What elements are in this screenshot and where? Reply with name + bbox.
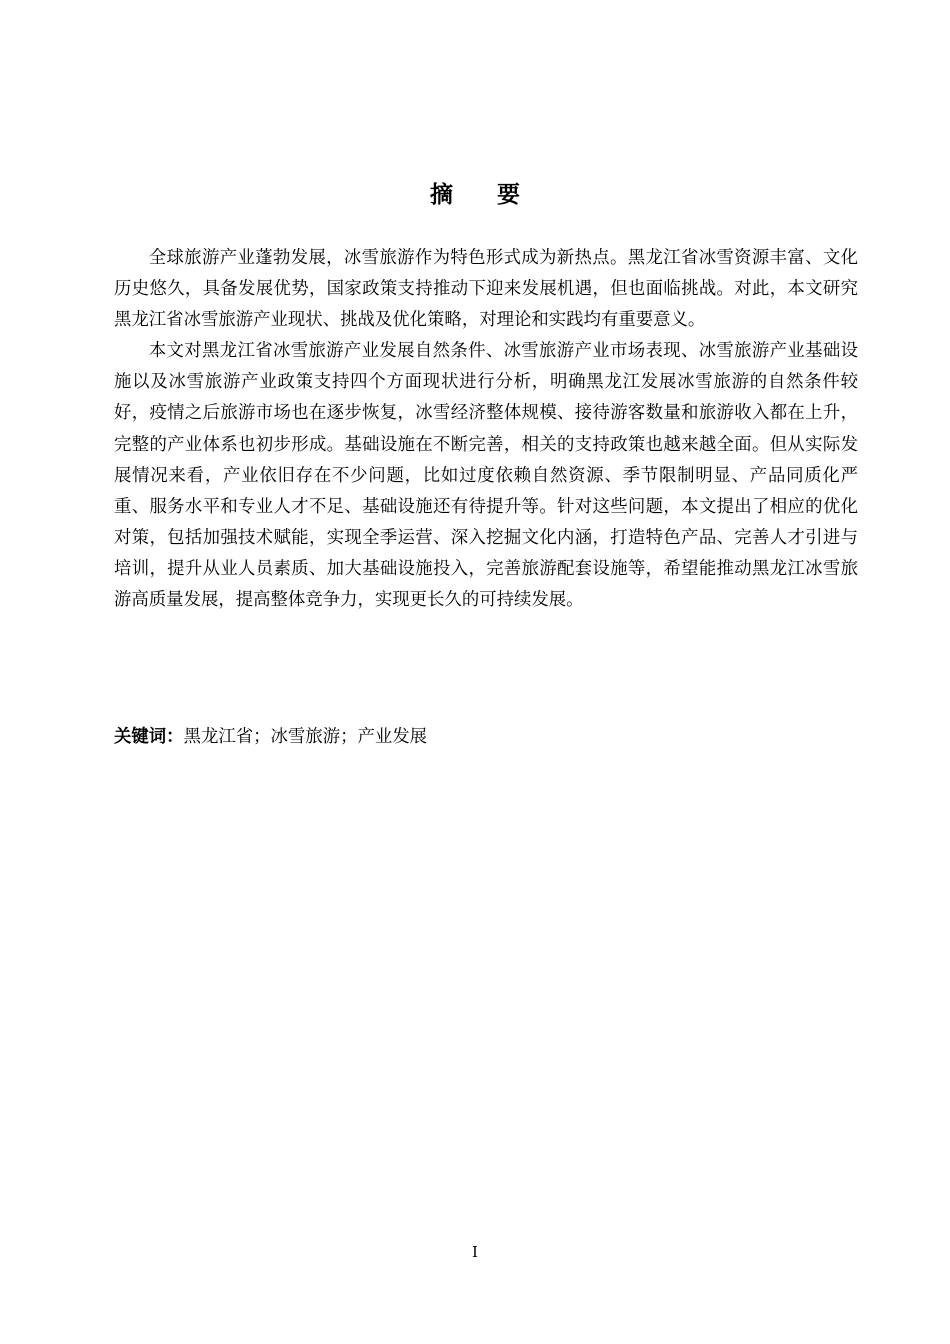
abstract-paragraph-2: 本文对黑龙江省冰雪旅游产业发展自然条件、冰雪旅游产业市场表现、冰雪旅游产业基础设施以及冰雪旅游产业政策支持四个方面现状进行分析，明确黑龙江发展冰雪旅游的自然条件较好，疫情之后旅游市场也在逐步恢复，冰雪经济整体规模、接待游客数量和旅游收入都在上升，完整的产业体系也初步形成。基础设施在不断完善，相关的支持政策也越来越全面。但从实际发展情况来看，产业依旧存在不少问题，比如过度依赖自然资源、季节限制明显、产品同质化严重、服务水平和专业人才不足、基础设施还有待提升等。针对这些问题，本文提出了相应的优化对策，包括加强技术赋能，实现全季运营、深入挖掘文化内涵，打造特色产品、完善人才引进与培训，提升从业人员素质、加大基础设施投入，完善旅游配套设施等，希望能推动黑龙江冰雪旅游高质量发展，提高整体竞争力，实现更长久的可持续发展。 (114, 341, 858, 611)
keywords-label: 关键词： (114, 727, 184, 747)
page-title: 摘要 (430, 182, 564, 208)
keywords-text: 黑龙江省；冰雪旅游；产业发展 (183, 727, 428, 747)
abstract-body (114, 243, 858, 616)
page-number: I (472, 1243, 478, 1261)
keywords-line (114, 722, 858, 753)
abstract-paragraph-1: 全球旅游产业蓬勃发展，冰雪旅游作为特色形式成为新热点。黑龙江省冰雪资源丰富、文化历史悠久，具备发展优势，国家政策支持推动下迎来发展机遇，但也面临挑战。对此，本文研究黑龙江省冰雪旅游产业现状、挑战及优化策略，对理论和实践均有重要意义。 (114, 248, 858, 331)
